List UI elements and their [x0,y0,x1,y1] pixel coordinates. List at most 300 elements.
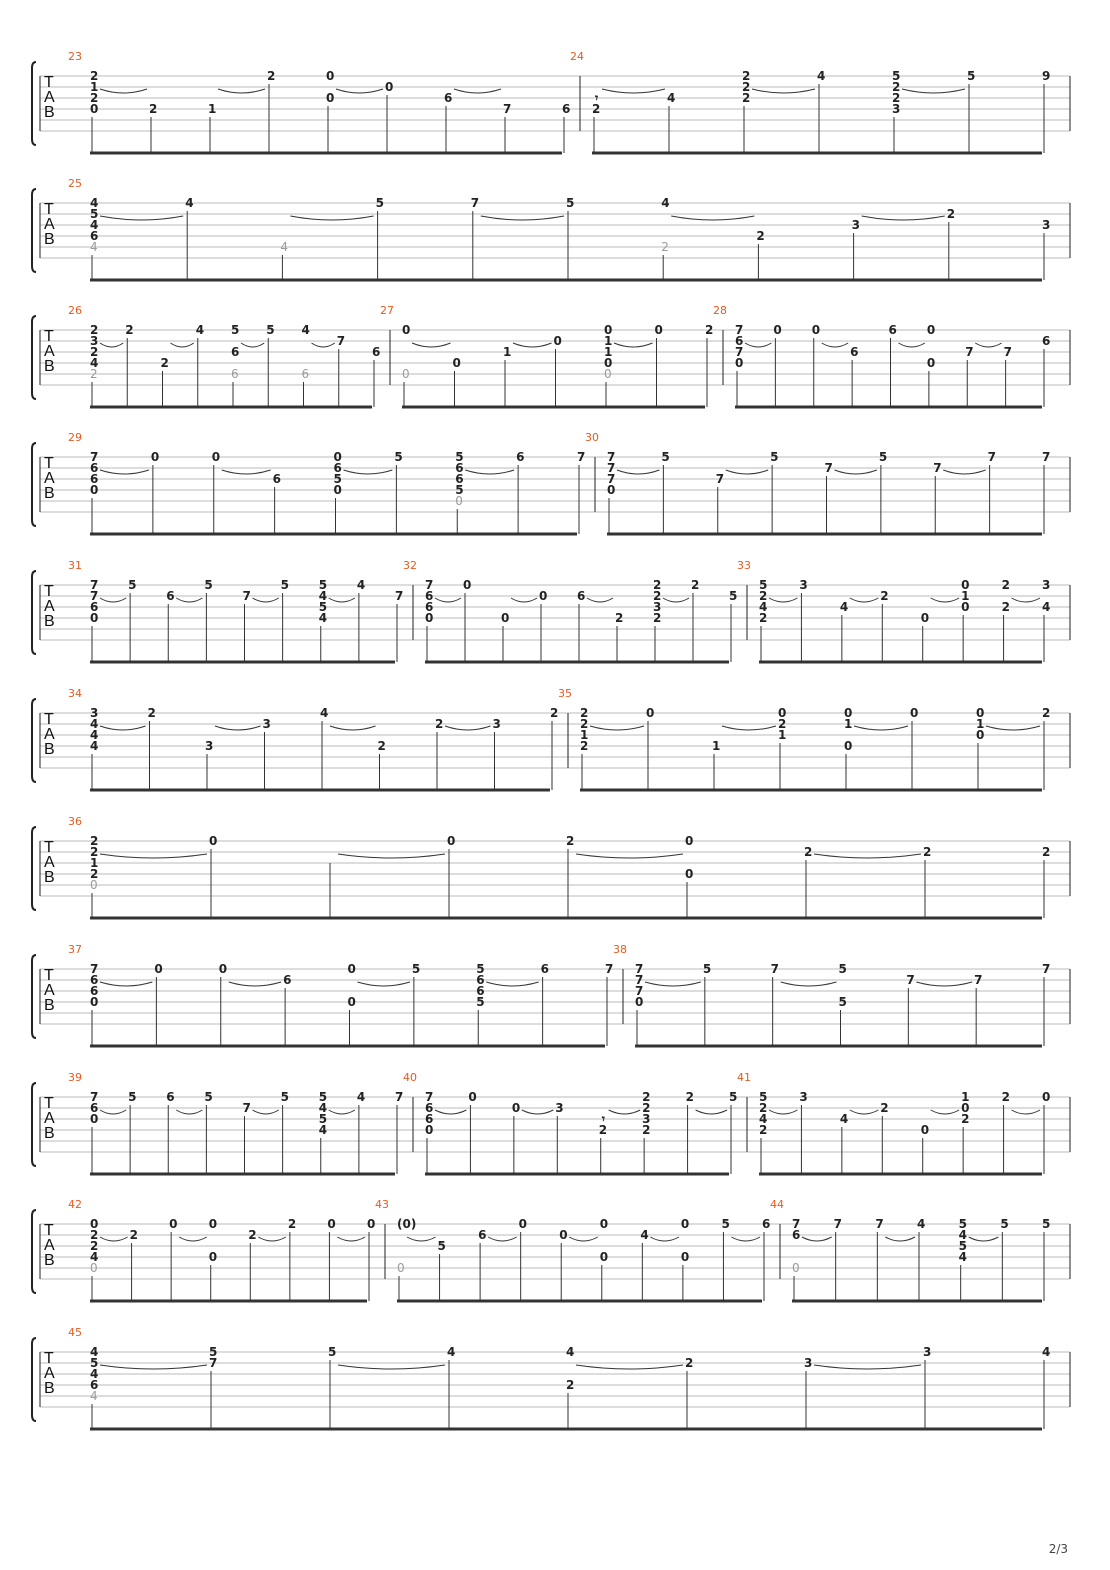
fret-number: 7 [577,450,586,464]
tie-arc [614,343,653,347]
fret-number: 2 [566,834,575,848]
fret-number: 1 [844,717,853,731]
tie-arc [1012,1110,1040,1114]
fret-number: 0 [447,834,456,848]
fret-number: 6 [850,345,859,359]
fret-number: 7 [242,589,251,603]
fret-number: 7 [965,345,974,359]
fret-number: 6 [540,962,549,976]
tie-arc [814,854,921,858]
fret-number: 2 [923,845,932,859]
tab-clef-letter: B [44,104,55,121]
tab-clef-letter: T [44,967,54,984]
fret-number: 6 [425,589,434,603]
tie-arc [229,982,281,986]
fret-number: 4 [90,356,99,370]
tie-arc [100,854,207,858]
fret-number: 0 [90,1261,98,1275]
fret-number: 7 [503,102,512,116]
fret-number: 5 [204,578,213,592]
fret-number: 1 [604,345,613,359]
fret-number: 5 [759,1090,768,1104]
tie-arc [445,726,491,730]
tab-system [32,1326,1070,1429]
fret-number: 0 [604,356,613,370]
tab-clef-letter: A [44,89,55,106]
tie-arc [1012,598,1040,602]
tie-arc [486,982,538,986]
fret-number: 2 [642,1090,651,1104]
fret-number: 5 [318,578,328,592]
measure-number: 44 [770,1198,784,1211]
tab-clef-letter: B [44,997,55,1014]
measure-number: 43 [375,1198,389,1211]
fret-number: 1 [712,739,721,753]
fret-number: 4 [1042,600,1051,614]
fret-number: 1 [961,1090,970,1104]
tie-arc [100,1110,126,1114]
fret-number: 0 [910,706,919,720]
fret-number: 5 [661,450,670,464]
fret-number: 2 [642,1101,651,1115]
fret-number: 6 [478,1228,487,1242]
fret-number: 2 [550,706,559,720]
fret-number: 2 [147,706,156,720]
fret-number: 0 [511,1101,521,1115]
fret-number: 6 [90,461,99,475]
fret-number: 2 [742,69,751,83]
fret-number: 4 [759,1112,768,1126]
fret-number: 4 [447,1345,456,1359]
fret-number: 4 [301,323,310,337]
fret-number: 2 [566,1378,575,1392]
fret-number: 7 [425,578,434,592]
tie-arc [488,1237,517,1241]
fret-number: 7 [635,962,644,976]
fret-number: 6 [562,102,571,116]
fret-number: 2 [149,102,158,116]
tab-clef-letter: T [44,1222,54,1239]
fret-number: 3 [799,1090,808,1104]
fret-number: 7 [1003,345,1012,359]
tie-arc [176,598,202,602]
fret-number: 6 [444,91,453,105]
tie-arc [769,598,797,602]
fret-number: 2 [946,207,956,221]
tie-arc [814,1365,921,1369]
tie-arc [916,982,972,986]
fret-number: 7 [470,196,480,210]
fret-number: 0 [154,962,163,976]
tab-clef-letter: B [44,1252,55,1269]
fret-number: 2 [580,739,589,753]
fret-number: 2 [287,1217,297,1231]
fret-number: 7 [792,1217,801,1231]
fret-number: 5 [721,1217,730,1231]
fret-number: 4 [318,1101,328,1115]
fret-number: 5 [702,962,712,976]
fret-number: 0 [468,1090,477,1104]
fret-number: 6 [90,229,99,243]
fret-number: 2 [742,80,751,94]
fret-number: 0 [539,589,548,603]
fret-number: 0 [327,1217,336,1231]
fret-number: 4 [640,1228,649,1242]
fret-number: 6 [301,367,310,381]
tie-arc [258,1237,286,1241]
tie-arc [358,982,410,986]
measure-number: 25 [68,177,82,190]
fret-number: 2 [653,611,662,625]
fret-number: 4 [185,196,194,210]
fret-number: 2 [615,611,624,625]
fret-number: 0 [961,578,970,592]
fret-number: 2 [742,91,751,105]
fret-number: 7 [607,461,616,475]
fret-number: 0 [402,323,411,337]
fret-number: 7 [90,962,99,976]
tie-arc [171,343,194,347]
fret-number: 7 [987,450,996,464]
fret-number: 4 [839,600,849,614]
tie-arc [569,1237,598,1241]
rest-symbol: 𝄾 [601,1112,605,1126]
tab-system [32,559,1070,662]
fret-number: 2 [1042,845,1051,859]
fret-number: 0 [333,483,342,497]
fret-number: 0 [844,739,853,753]
fret-number: 2 [580,706,589,720]
tab-clef-letter: A [44,726,55,743]
fret-number: 4 [90,1367,99,1381]
fret-number: 4 [661,196,670,210]
fret-number: 6 [455,461,464,475]
fret-number: 2 [804,845,813,859]
fret-number: 0 [599,1250,609,1264]
fret-number: 5 [878,450,888,464]
fret-number: 2 [125,323,134,337]
fret-number: 0 [604,323,613,337]
measure-number: 36 [68,815,82,828]
fret-number: 6 [90,472,99,486]
tie-arc [435,1110,466,1114]
fret-number: 5 [128,578,137,592]
fret-number: 3 [492,717,501,731]
fret-number: 6 [455,472,464,486]
fret-number: 4 [566,1345,575,1359]
fret-number: 2 [592,102,601,116]
measure-number: 45 [68,1326,82,1339]
fret-number: 6 [888,323,897,337]
fret-number: 0 [218,962,228,976]
system-bracket [32,62,36,145]
fret-number: 0 [425,1123,434,1137]
fret-number: 0 [607,483,616,497]
fret-number: 4 [839,1112,849,1126]
fret-number: 4 [318,589,328,603]
tie-arc [100,726,146,730]
tab-clef-letter: A [44,1237,55,1254]
fret-number: 4 [90,240,98,254]
tab-system [32,815,1070,918]
fret-number: 5 [90,207,99,221]
fret-number: 6 [272,472,281,486]
system-bracket [32,699,36,782]
tie-arc [769,1110,797,1114]
fret-number: 3 [642,1112,651,1126]
tie-arc [650,1237,679,1241]
tab-clef-letter: T [44,1095,54,1112]
fret-number: 3 [799,578,808,592]
system-bracket [32,827,36,910]
fret-number: 0 [463,578,472,592]
fret-number: 0 [90,483,99,497]
tab-clef-letter: T [44,839,54,856]
fret-number: 1 [604,334,613,348]
tie-arc [943,470,985,474]
fret-number: 2 [778,717,787,731]
fret-number: 2 [653,578,662,592]
fret-number: 4 [667,91,676,105]
tie-arc [481,216,564,220]
fret-number: 6 [425,1101,434,1115]
tie-arc [176,1110,202,1114]
fret-number: 0 [646,706,655,720]
tab-system [32,1071,1070,1174]
fret-number: 0 [209,834,218,848]
fret-number: 4 [195,323,205,337]
fret-number: 0 [635,995,644,1009]
tie-arc [100,982,152,986]
fret-number: 2 [248,1228,257,1242]
fret-number: 1 [961,589,970,603]
tab-system [32,687,1070,790]
fret-number: 5 [759,578,768,592]
tie-arc [253,1110,279,1114]
system-bracket [32,955,36,1038]
fret-number: 0 [735,356,744,370]
fret-number: 4 [90,1389,98,1403]
fret-number: 6 [425,1112,434,1126]
tab-system [32,431,1070,534]
fret-number: 0 [599,1217,609,1231]
fret-number: 0 [90,878,98,892]
fret-number: 2 [685,1090,694,1104]
fret-number: 0 [452,356,461,370]
fret-number: 0 [920,1123,930,1137]
fret-number: 2 [377,739,386,753]
tie-arc [645,982,701,986]
fret-number: 5 [838,962,847,976]
tie-arc [931,598,959,602]
fret-number: 1 [90,856,99,870]
fret-number: 3 [90,706,99,720]
fret-number: 4 [90,1345,99,1359]
tie-arc [902,89,965,93]
fret-number: 7 [833,1217,843,1231]
fret-number: 7 [607,450,616,464]
tab-clef-letter: B [44,485,55,502]
fret-number: 2 [90,69,99,83]
tie-arc [781,982,837,986]
tie-arc [253,598,279,602]
fret-number: 3 [923,1345,932,1359]
fret-number: 5 [455,450,464,464]
tie-arc [100,216,183,220]
tie-arc [329,598,355,602]
fret-number: 0 [90,1217,99,1231]
fret-number: 5 [318,1112,328,1126]
fret-number: 0 [792,1261,800,1275]
tie-arc [576,1365,683,1369]
fret-number: 7 [635,984,644,998]
fret-number: 0 [654,323,663,337]
fret-number: 5 [375,196,384,210]
measure-number: 28 [713,304,727,317]
fret-number: 2 [90,345,99,359]
tie-arc [412,343,451,347]
fret-number: 5 [318,1090,328,1104]
fret-number: 0 [397,1261,405,1275]
fret-number: 5 [729,589,738,603]
fret-number: 4 [90,728,99,742]
fret-number: 5 [958,1217,968,1231]
tie-arc [752,89,815,93]
fret-number: 2 [892,80,901,94]
fret-number: 4 [90,1250,99,1264]
fret-number: 5 [411,962,421,976]
fret-number: 7 [875,1217,884,1231]
measure-number: 33 [737,559,751,572]
tab-clef-letter: T [44,711,54,728]
tab-clef-letter: A [44,598,55,615]
fret-number: 6 [735,334,744,348]
tie-arc [329,1110,355,1114]
fret-number: 6 [577,589,586,603]
fret-number: 5 [967,69,976,83]
fret-number: 3 [1042,578,1051,592]
fret-number: 3 [851,218,860,232]
fret-number: 2 [880,1101,889,1115]
tie-arc [609,1110,640,1114]
fret-number: 0 [169,1217,178,1231]
system-bracket [32,189,36,272]
tie-arc [100,1365,207,1369]
tab-clef-letter: T [44,74,54,91]
fret-number: 2 [892,91,901,105]
fret-number: 7 [715,472,725,486]
fret-number: 2 [1001,578,1010,592]
tie-arc [671,216,754,220]
tie-arc [100,470,149,474]
fret-number: 1 [208,102,217,116]
fret-number: 7 [770,962,780,976]
fret-number: 0 [402,367,410,381]
measure-number: 41 [737,1071,751,1084]
fret-number: 5 [333,472,342,486]
fret-number: 7 [933,461,942,475]
tie-arc [290,216,373,220]
fret-number: 3 [653,600,662,614]
fret-number: 2 [598,1123,608,1137]
fret-number: 2 [435,717,444,731]
tab-clef-letter: T [44,328,54,345]
fret-number: 5 [231,323,240,337]
fret-number: 5 [892,69,901,83]
tie-arc [336,89,383,93]
fret-number: 0 [685,867,694,881]
fret-number: 6 [372,345,381,359]
fret-number: 5 [476,995,485,1009]
fret-number: 1 [580,728,589,742]
tie-arc [344,470,393,474]
fret-number: 3 [205,739,214,753]
tie-arc [179,1237,207,1241]
fret-number: 2 [129,1228,138,1242]
tie-arc [312,343,335,347]
fret-number: 0 [1042,1090,1051,1104]
fret-number: 0 [90,1112,99,1126]
fret-number: 2 [756,229,765,243]
fret-number: 2 [880,589,889,603]
fret-number: 4 [90,739,99,753]
fret-number: 6 [166,589,175,603]
fret-number: 2 [685,1356,694,1370]
fret-number: 5 [128,1090,137,1104]
fret-number: 2 [691,578,700,592]
tab-clef-letter: B [44,1380,55,1397]
tie-arc [822,343,848,347]
fret-number: 7 [425,1090,434,1104]
tab-clef-letter: A [44,470,55,487]
fret-number: 6 [1042,334,1051,348]
fret-number: 0 [367,1217,376,1231]
tie-arc [330,726,376,730]
page-number: 2/3 [1048,1542,1068,1556]
fret-number: 2 [653,589,662,603]
fret-number: 0 [333,450,342,464]
measure-number: 30 [585,431,599,444]
fret-number: 5 [729,1090,738,1104]
fret-number: 7 [336,334,346,348]
measure-number: 37 [68,943,82,956]
tie-arc [854,726,908,730]
fret-number: 0 [455,494,463,508]
tab-clef-letter: T [44,1350,54,1367]
fret-number: 2 [1001,1090,1010,1104]
fret-number: 1 [778,728,787,742]
fret-number: 0 [501,611,510,625]
fret-number: 5 [838,995,847,1009]
fret-number: 5 [958,1239,968,1253]
fret-number: 0 [778,706,787,720]
tab-clef-letter: A [44,216,55,233]
fret-number: 2 [759,589,768,603]
tab-clef-letter: A [44,982,55,999]
fret-number: 7 [607,472,616,486]
fret-number: 0 [926,323,936,337]
tab-clef-letter: T [44,201,54,218]
fret-number: 6 [90,984,99,998]
fret-number: 7 [1042,450,1051,464]
fret-number: 2 [160,356,169,370]
measure-number: 39 [68,1071,82,1084]
fret-number: 3 [90,334,99,348]
tie-arc [454,89,501,93]
fret-number: 2 [90,91,99,105]
measure-number: 23 [68,50,82,63]
fret-number: 0 [685,834,694,848]
